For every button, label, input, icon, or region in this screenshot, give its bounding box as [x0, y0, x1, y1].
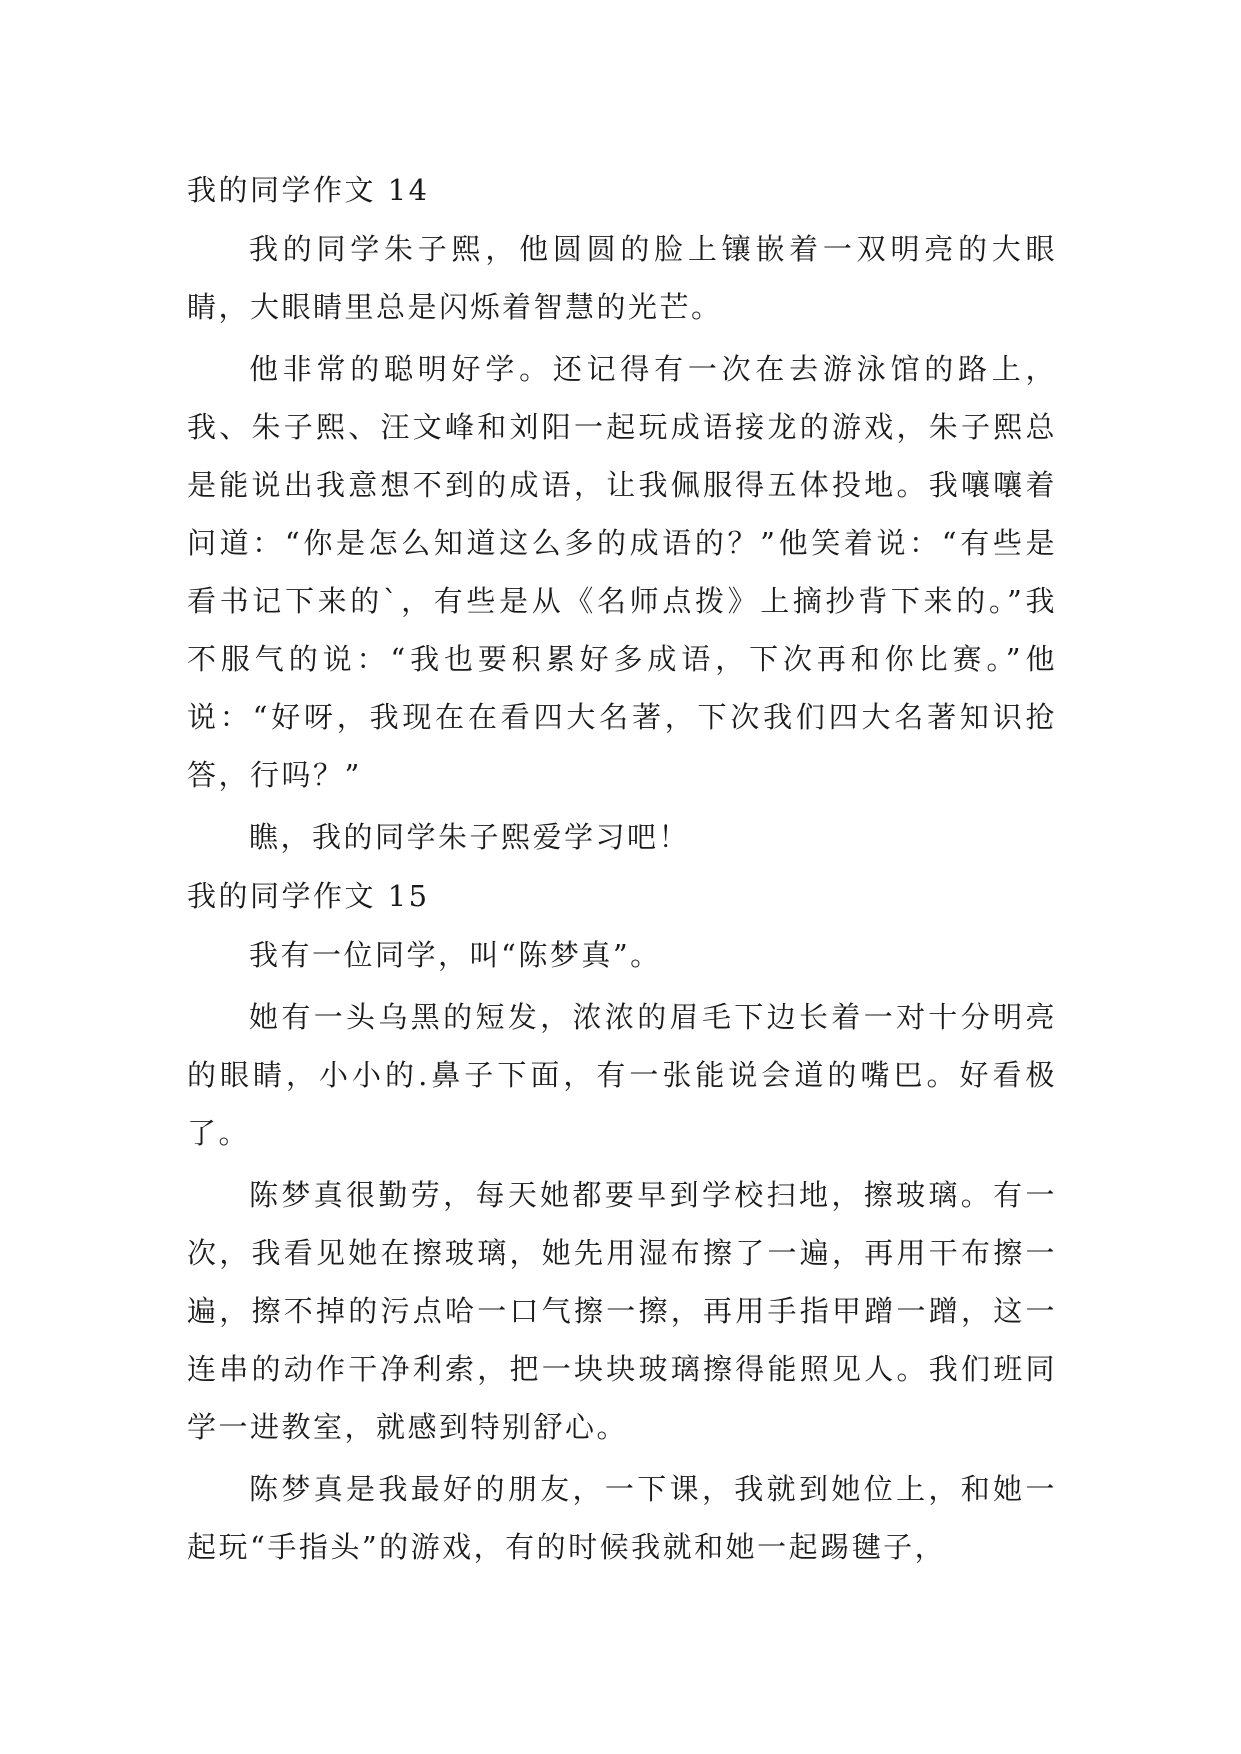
- paragraph: 他非常的聪明好学。还记得有一次在去游泳馆的路上，我、朱子熙、汪文峰和刘阳一起玩成语接龙的游戏，朱子熙总是能说出我意想不到的成语，让我佩服得五体投地。我嚷嚷着问道：“你是怎么知道这么多的成语的？”他笑着说：“有些是看书记下来的`，有些是从《名师点拨》上摘抄背下来的。”我不服气的说：“我也要积累好多成语，下次再和你比赛。”他说：“好呀，我现在在看四大名著，下次我们四大名著知识抢答，行吗？”: [187, 352, 1057, 792]
- section-title: 我的同学作文 14: [187, 173, 430, 207]
- paragraph: 陈梦真是我最好的朋友，一下课，我就到她位上，和她一起玩“手指头”的游戏，有的时候我就和她一起踢毽子，: [187, 1472, 1057, 1564]
- paragraph: 瞧，我的同学朱子熙爱学习吧！: [249, 820, 691, 854]
- paragraph: 她有一头乌黑的短发，浓浓的眉毛下边长着一对十分明亮的眼睛，小小的.鼻子下面，有一张能说会道的嘴巴。好看极了。: [187, 1000, 1057, 1150]
- paragraph: 陈梦真很勤劳，每天她都要早到学校扫地，擦玻璃。有一次，我看见她在擦玻璃，她先用湿布擦了一遍，再用干布擦一遍，擦不掉的污点哈一口气擦一擦，再用手指甲蹭一蹭，这一连串的动作干净利索，把一块块玻璃擦得能照见人。我们班同学一进教室，就感到特别舒心。: [187, 1178, 1057, 1444]
- document-body: [187, 160, 1057, 1576]
- section-title: 我的同学作文 15: [187, 879, 430, 913]
- paragraph: 我有一位同学，叫“陈梦真”。: [249, 938, 662, 972]
- paragraph: 我的同学朱子熙，他圆圆的脸上镶嵌着一双明亮的大眼睛，大眼睛里总是闪烁着智慧的光芒。: [187, 232, 1057, 324]
